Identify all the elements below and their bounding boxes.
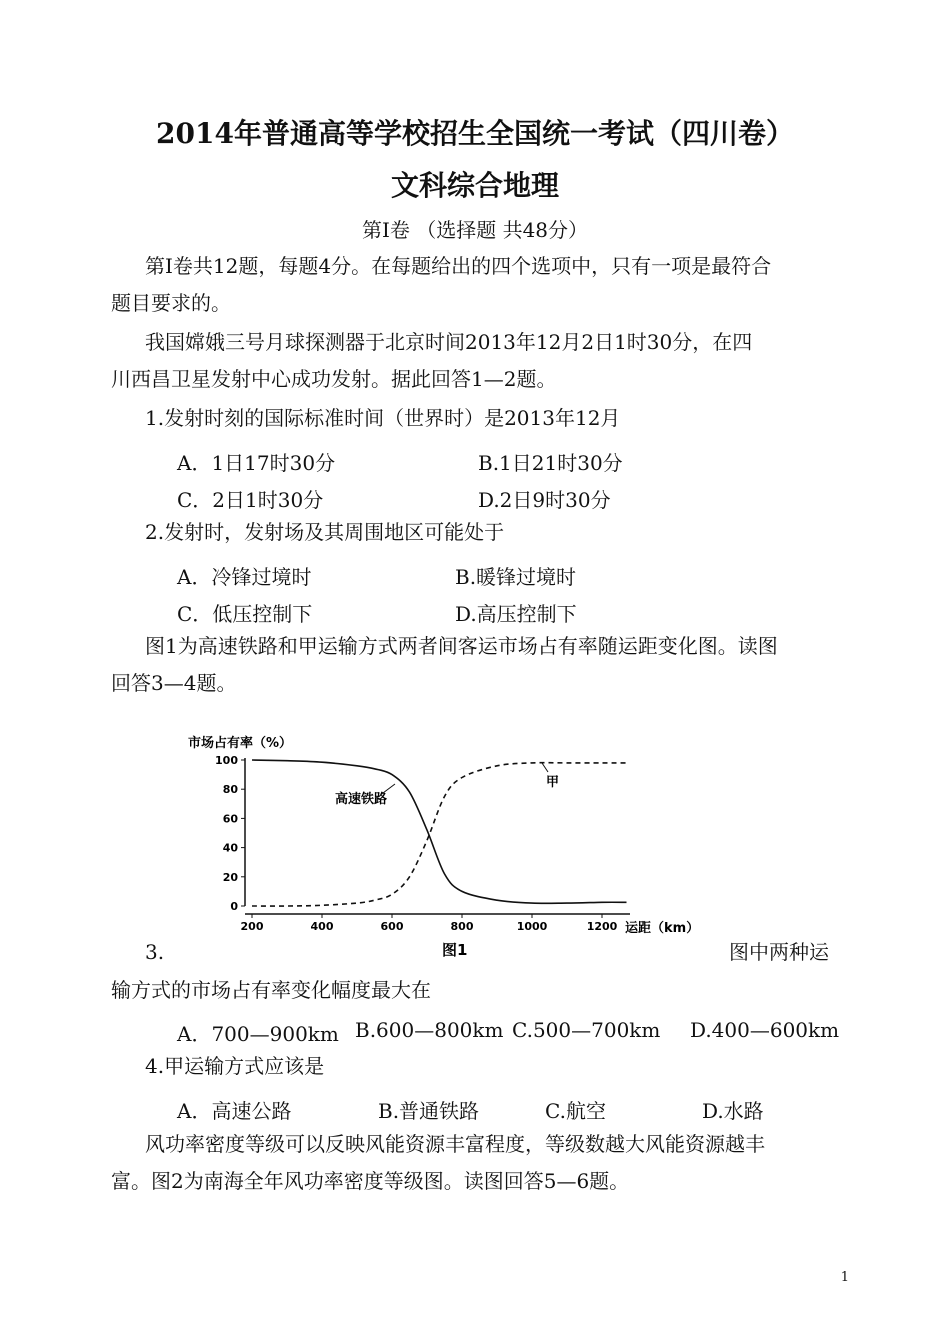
q1-option-a: A．1日17时30分 <box>177 451 336 475</box>
y-tick-label: 80 <box>222 783 238 797</box>
y-tick-label: 0 <box>230 900 238 913</box>
leader-line-high-speed-rail <box>383 784 395 793</box>
y-axis-label: 市场占有率（%） <box>188 736 293 751</box>
passage1-line-1: 我国嫦娥三号月球探测器于北京时间2013年12月2日1时30分，在四 <box>145 330 753 354</box>
q2-option-d: D.高压控制下 <box>455 602 577 626</box>
q3-stem-line-2: 输方式的市场占有率变化幅度最大在 <box>111 978 431 1002</box>
y-tick-label: 60 <box>222 812 238 826</box>
figure-caption: 图1 <box>442 941 468 959</box>
exam-title: 2014年普通高等学校招生全国统一考试（四川卷） <box>156 117 794 150</box>
y-tick-label: 20 <box>222 870 238 884</box>
q4-option-b: B.普通铁路 <box>378 1099 480 1123</box>
x-tick-label: 600 <box>380 920 404 933</box>
q2-stem: 2.发射时，发射场及其周围地区可能处于 <box>145 520 505 544</box>
q3-stem-prefix: 3. <box>145 940 165 964</box>
q3-stem-end: 图中两种运 <box>729 940 829 964</box>
q2-option-b: B.暖锋过境时 <box>455 565 577 589</box>
passage2-line-2: 回答3—4题。 <box>111 671 237 695</box>
figure-1-chart <box>180 726 720 966</box>
passage1-line-2: 川西昌卫星发射中心成功发射。据此回答1—2题。 <box>111 367 557 391</box>
page-number: 1 <box>840 1270 849 1285</box>
q3-option-a: A．700—900km <box>177 1022 339 1046</box>
passage3-line-1: 风功率密度等级可以反映风能资源丰富程度，等级数越大风能资源越丰 <box>145 1132 765 1156</box>
section-heading: 第Ⅰ卷 （选择题 共48分） <box>361 218 589 242</box>
q1-stem: 1.发射时刻的国际标准时间（世界时）是2013年12月 <box>145 406 621 430</box>
passage2-line-1: 图1为高速铁路和甲运输方式两者间客运市场占有率随运距变化图。读图 <box>145 634 778 658</box>
x-tick-label: 1200 <box>586 920 618 933</box>
x-tick-label: 800 <box>450 920 474 933</box>
intro-line-2: 题目要求的。 <box>111 291 231 315</box>
q1-option-d: D.2日9时30分 <box>478 488 611 512</box>
q4-option-a: A．高速公路 <box>177 1099 292 1123</box>
q4-option-c: C.航空 <box>545 1099 606 1123</box>
series-label-high-speed-rail: 高速铁路 <box>335 792 388 807</box>
y-tick-label: 100 <box>215 754 238 767</box>
q1-option-b: B.1日21时30分 <box>478 451 623 475</box>
series-line-jia <box>252 763 627 906</box>
x-axis-label: 运距（km） <box>625 921 700 936</box>
q3-option-c: C.500—700km <box>512 1018 661 1042</box>
q2-option-a: A．冷锋过境时 <box>177 565 312 589</box>
q4-stem: 4.甲运输方式应该是 <box>145 1054 325 1078</box>
x-tick-label: 1000 <box>516 920 548 933</box>
passage3-line-2: 富。图2为南海全年风功率密度等级图。读图回答5—6题。 <box>111 1169 630 1193</box>
intro-line-1: 第Ⅰ卷共12题，每题4分。在每题给出的四个选项中，只有一项是最符合 <box>145 254 772 278</box>
q3-option-d: D.400—600km <box>690 1018 840 1042</box>
series-line-high-speed-rail <box>252 760 627 903</box>
q4-option-d: D.水路 <box>702 1099 764 1123</box>
y-tick-label: 40 <box>222 841 238 855</box>
x-tick-label: 200 <box>240 920 264 933</box>
exam-subtitle: 文科综合地理 <box>390 169 559 202</box>
x-tick-label: 400 <box>310 920 334 933</box>
q3-option-b: B.600—800km <box>355 1018 504 1042</box>
q1-option-c: C．2日1时30分 <box>177 488 324 512</box>
q2-option-c: C．低压控制下 <box>177 602 313 626</box>
leader-line-jia <box>542 763 548 772</box>
series-label-jia: 甲 <box>546 775 560 790</box>
